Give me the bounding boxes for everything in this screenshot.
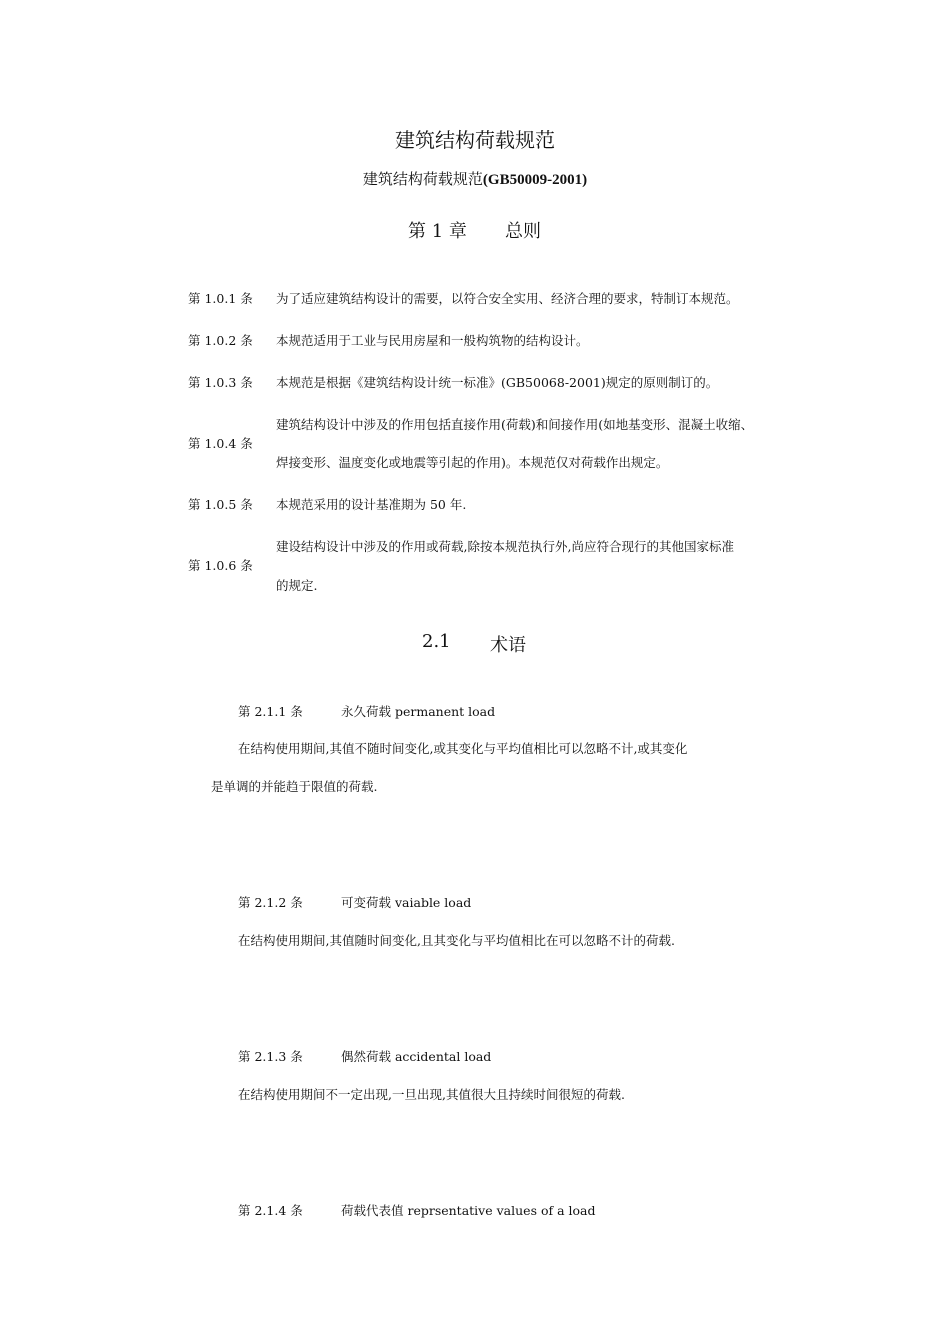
- subtitle-code: (GB50009-2001): [482, 172, 588, 188]
- section-2-1-name: 术语: [490, 635, 526, 656]
- term-2-1-2-definition: 在结构使用期间,其值随时间变化,且其变化与平均值相比在可以忽略不计的荷载.: [238, 933, 675, 948]
- document-subtitle: [0, 168, 950, 189]
- clause-1-0-6-number: 第 1.0.6 条: [188, 558, 253, 573]
- term-2-1-4-name: 荷载代表值 reprsentative values of a load: [341, 1203, 596, 1218]
- clause-1-0-2-text: 本规范适用于工业与民用房屋和一般构筑物的结构设计。: [276, 333, 589, 348]
- term-2-1-1-number: 第 2.1.1 条: [238, 704, 303, 719]
- clause-1-0-2-number: 第 1.0.2 条: [188, 333, 253, 348]
- term-2-1-2-name: 可变荷载 vaiable load: [341, 895, 472, 910]
- clause-1-0-4-text-line-2: 焊接变形、温度变化或地震等引起的作用)。本规范仅对荷载作出规定。: [276, 455, 669, 470]
- chapter-1-name: 总则: [505, 221, 541, 242]
- term-2-1-4-number: 第 2.1.4 条: [238, 1203, 303, 1218]
- clause-1-0-5-text: 本规范采用的设计基准期为 50 年.: [276, 497, 467, 512]
- clause-1-0-6-text-line-1: 建设结构设计中涉及的作用或荷载,除按本规范执行外,尚应符合现行的其他国家标准: [276, 539, 734, 554]
- clause-1-0-6-text-line-2: 的规定.: [276, 578, 318, 593]
- clause-1-0-5-number: 第 1.0.5 条: [188, 497, 253, 512]
- term-2-1-1-name: 永久荷载 permanent load: [341, 704, 496, 719]
- term-2-1-3-name: 偶然荷载 accidental load: [341, 1049, 492, 1064]
- clause-1-0-1-text: 为了适应建筑结构设计的需要，以符合安全实用、经济合理的要求，特制订本规范。: [276, 291, 739, 306]
- clause-1-0-3-text: 本规范是根据《建筑结构设计统一标准》(GB50068-2001)规定的原则制订的。: [276, 375, 719, 390]
- term-2-1-1-definition-line-1: 在结构使用期间,其值不随时间变化,或其变化与平均值相比可以忽略不计,或其变化: [238, 741, 688, 756]
- term-2-1-3-number: 第 2.1.3 条: [238, 1049, 303, 1064]
- clause-1-0-4-number: 第 1.0.4 条: [188, 436, 253, 451]
- term-2-1-1-definition-line-2: 是单调的并能趋于限值的荷载.: [211, 779, 378, 794]
- section-2-1-number: 2.1: [422, 631, 451, 652]
- clause-1-0-1-number: 第 1.0.1 条: [188, 291, 253, 306]
- chapter-1-number: 第 1 章: [408, 221, 467, 242]
- clause-1-0-4-text-line-1: 建筑结构设计中涉及的作用包括直接作用(荷载)和间接作用(如地基变形、混凝土收缩、: [276, 417, 754, 432]
- term-2-1-3-definition: 在结构使用期间不一定出现,一旦出现,其值很大且持续时间很短的荷载.: [238, 1087, 625, 1102]
- document-title: 建筑结构荷载规范: [395, 128, 555, 152]
- clause-1-0-3-number: 第 1.0.3 条: [188, 375, 253, 390]
- subtitle-chinese: 建筑结构荷载规范: [362, 170, 483, 188]
- term-2-1-2-number: 第 2.1.2 条: [238, 895, 303, 910]
